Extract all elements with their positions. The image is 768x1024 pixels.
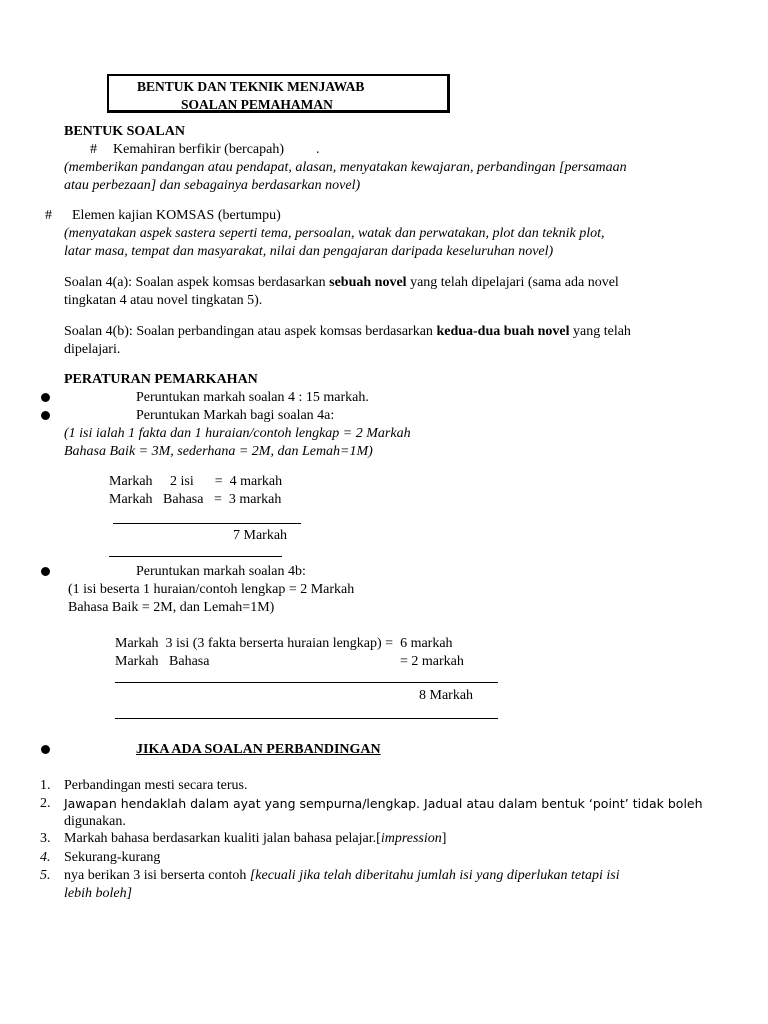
- note-4a-line1: (1 isi ialah 1 fakta dan 1 huraian/contoh lengkap = 2 Markah: [64, 426, 411, 441]
- list-num-1: 1.: [40, 778, 51, 793]
- note-4b-line2: Bahasa Baik = 2M, dan Lemah=1M): [68, 600, 275, 615]
- list-item-4: Sekurang-kurang: [64, 850, 161, 865]
- soalan-4a-line1: [64, 274, 619, 292]
- list-item-2-line2: digunakan.: [64, 814, 126, 829]
- list-item-2-line1: Jawapan hendaklah dalam ayat yang sempurna/lengkap. Jadual atau dalam bentuk ‘point’ tidak boleh: [64, 796, 703, 811]
- bullet-dot-1: [41, 393, 50, 402]
- title-line-1: BENTUK DAN TEKNIK MENJAWAB: [137, 79, 365, 94]
- peraturan-bullet-3: Peruntukan markah soalan 4b:: [136, 564, 306, 579]
- bentuk-soalan-heading: BENTUK SOALAN: [64, 124, 185, 139]
- soalan-4a-post: yang telah dipelajari (sama ada novel: [406, 275, 619, 290]
- item2-note-line2: latar masa, tempat dan masyarakat, nilai dan pengajaran daripada keseluruhan novel): [64, 244, 554, 259]
- rule-4a-top: [113, 523, 301, 524]
- bullet-dot-4: [41, 745, 50, 754]
- rule-4b-bottom: [115, 718, 498, 719]
- list-item-3-italic: impression: [380, 831, 442, 846]
- list-num-4: 4.: [40, 850, 51, 865]
- item1-note-line1: (memberikan pandangan atau pendapat, alasan, menyatakan kewajaran, perbandingan [persamaan: [64, 160, 627, 175]
- list-num-5: 5.: [40, 868, 51, 883]
- calc-4b-line1: Markah 3 isi (3 fakta berserta huraian lengkap) = 6 markah: [115, 636, 453, 651]
- perbandingan-heading: JIKA ADA SOALAN PERBANDINGAN: [136, 742, 381, 757]
- peraturan-bullet-2: Peruntukan Markah bagi soalan 4a:: [136, 408, 335, 423]
- calc-4b-line2-label: Markah Bahasa: [115, 654, 210, 669]
- calc-4b-line2-value: = 2 markah: [400, 654, 464, 669]
- soalan-4b-line2: dipelajari.: [64, 342, 121, 357]
- soalan-4a-pre: Soalan 4(a): Soalan aspek komsas berdasarkan: [64, 275, 330, 290]
- note-4b-line1: (1 isi beserta 1 huraian/contoh lengkap = 2 Markah: [68, 582, 355, 597]
- total-4b: 8 Markah: [419, 688, 474, 703]
- note-4a-line2: Bahasa Baik = 3M, sederhana = 2M, dan Lemah=1M): [64, 444, 373, 459]
- peraturan-heading: PERATURAN PEMARKAHAN: [64, 372, 258, 387]
- list-item-5-line2: lebih boleh]: [64, 886, 133, 901]
- rule-4b-top: [115, 682, 498, 683]
- soalan-4a-bold: sebuah novel: [329, 275, 407, 290]
- item2-label: Elemen kajian KOMSAS (bertumpu): [72, 208, 281, 223]
- calc-4a-line2: Markah Bahasa = 3 markah: [109, 492, 282, 507]
- bullet-dot-2: [41, 411, 50, 420]
- soalan-4a-line2: tingkatan 4 atau novel tingkatan 5).: [64, 293, 263, 308]
- bullet-dot-3: [41, 567, 50, 576]
- item2-note-line1: (menyatakan aspek sastera seperti tema, persoalan, watak dan perwatakan, plot dan teknik plot,: [64, 226, 605, 241]
- list-item-5-italic: [kecuali jika telah diberitahu jumlah isi yang diperlukan tetapi isi: [249, 868, 620, 883]
- soalan-4b-line1: [64, 323, 631, 341]
- list-item-3-post: ]: [441, 831, 447, 846]
- rule-4a-bottom: [109, 556, 282, 557]
- list-num-3: 3.: [40, 831, 51, 846]
- soalan-4b-post: yang telah: [569, 324, 631, 339]
- list-num-2: 2.: [40, 796, 51, 811]
- item1-label: Kemahiran berfikir (bercapah): [113, 142, 285, 157]
- soalan-4b-pre: Soalan 4(b): Soalan perbandingan atau aspek komsas berdasarkan: [64, 324, 437, 339]
- list-item-3-pre: Markah bahasa berdasarkan kualiti jalan bahasa pelajar.[: [64, 831, 381, 846]
- list-item-1: Perbandingan mesti secara terus.: [64, 778, 248, 793]
- soalan-4b-bold: kedua-dua buah novel: [436, 324, 570, 339]
- item1-note-line2: atau perbezaan] dan sebagainya berdasarkan novel): [64, 178, 361, 193]
- peraturan-bullet-1: Peruntukan markah soalan 4 : 15 markah.: [136, 390, 369, 405]
- title-line-2: SOALAN PEMAHAMAN: [181, 97, 333, 112]
- item1-trailing: .: [316, 142, 320, 157]
- hash-mark-1: #: [90, 142, 97, 157]
- list-item-5-line1: [64, 867, 620, 885]
- hash-mark-2: #: [45, 208, 52, 223]
- calc-4a-line1: Markah 2 isi = 4 markah: [109, 474, 283, 489]
- list-item-3: [64, 830, 446, 848]
- total-4a: 7 Markah: [233, 528, 288, 543]
- list-item-5-pre: nya berikan 3 isi berserta contoh: [64, 868, 250, 883]
